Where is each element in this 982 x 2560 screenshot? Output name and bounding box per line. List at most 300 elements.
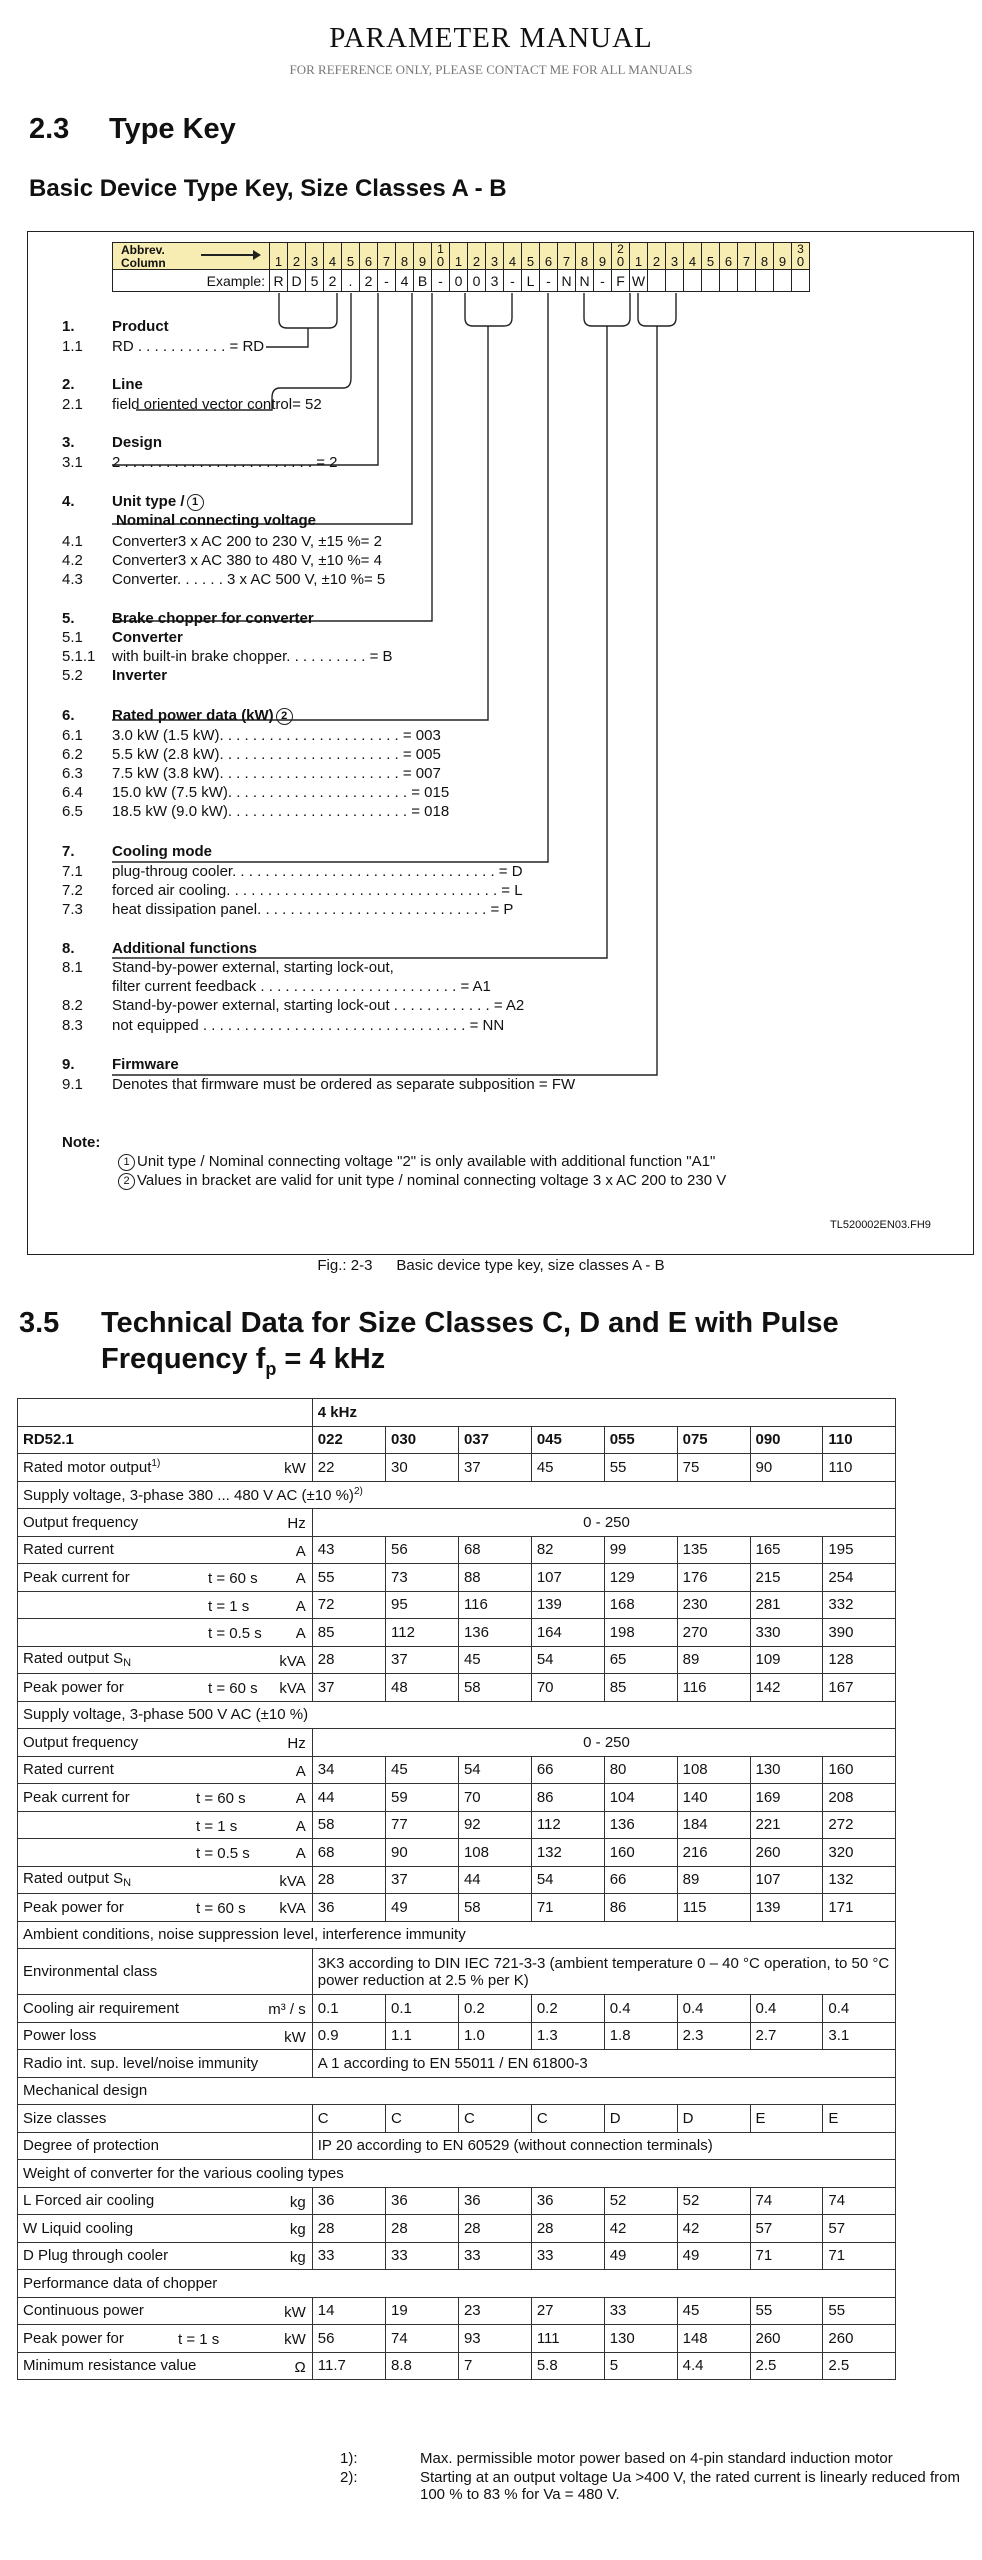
- value-cell: 168: [604, 1591, 677, 1619]
- item-8-2-text: Stand-by-power external, starting lock-out . . . . . . . . . . . . = A2: [112, 997, 525, 1014]
- value-cell: 54: [531, 1866, 604, 1894]
- value-cell: 11.7: [312, 2352, 385, 2380]
- section-number: 3.5: [19, 1307, 60, 1339]
- note-2: [116, 1172, 726, 1190]
- table-section-row: [18, 2077, 962, 2105]
- table-row: [18, 1619, 962, 1647]
- item-7-2-text: forced air cooling. . . . . . . . . . . . . . . . . . . . . . . . . . . . . . . . . = L: [112, 882, 523, 899]
- column-units: 3: [490, 254, 499, 269]
- row-unit: Hz: [287, 1735, 306, 1752]
- row-label-text: Size classes: [23, 2109, 107, 2127]
- table-row: [18, 1454, 962, 1482]
- row-condition: t = 60 s: [208, 1680, 258, 1697]
- item-8-num: 8.: [62, 940, 75, 957]
- example-char-cell: N: [558, 270, 576, 292]
- footnote-1: [340, 2450, 960, 2467]
- value-cell: 135: [677, 1536, 750, 1564]
- note-1: [116, 1153, 715, 1171]
- value-cell: 54: [458, 1756, 531, 1784]
- label-subscript: N: [123, 1657, 132, 1670]
- table-row: [18, 1866, 962, 1894]
- model-cell: 037: [458, 1426, 531, 1454]
- section-heading-text: Supply voltage, 3-phase 380 ... 480 V AC (±10 %): [23, 1486, 354, 1504]
- item-6-5-num: 6.5: [62, 803, 83, 820]
- row-label: [18, 2105, 313, 2133]
- value-cell: 320: [823, 1839, 896, 1867]
- section-heading-text: Weight of converter for the various cooling types: [23, 2164, 344, 2182]
- footnotes: [340, 2450, 960, 2505]
- value-cell: 184: [677, 1811, 750, 1839]
- value-cell: 176: [677, 1564, 750, 1592]
- circled-number-icon: 1: [187, 494, 204, 511]
- value-cell: 71: [823, 2242, 896, 2270]
- row-unit: kg: [289, 2248, 306, 2266]
- value-cell: 71: [531, 1894, 604, 1922]
- section-3-5-title: [19, 1307, 839, 1340]
- value-cell: 5.8: [531, 2352, 604, 2380]
- column-units: 4: [688, 254, 697, 269]
- table-section-row: [18, 1921, 962, 1949]
- value-cell: 48: [386, 1674, 459, 1702]
- value-cell: 36: [386, 2187, 459, 2215]
- value-cell: D: [677, 2105, 750, 2133]
- value-cell: 4.4: [677, 2352, 750, 2380]
- value-cell: 33: [386, 2242, 459, 2270]
- value-cell: 57: [823, 2215, 896, 2243]
- value-cell: 260: [750, 1839, 823, 1867]
- table-row: [18, 2022, 962, 2050]
- value-cell: 55: [823, 2297, 896, 2325]
- row-label: [18, 2297, 313, 2325]
- value-cell: 33: [604, 2297, 677, 2325]
- model-cell: 055: [604, 1426, 677, 1454]
- value-cell: 2.7: [750, 2022, 823, 2050]
- row-unit: m³ / s: [268, 2001, 306, 2018]
- value-cell: 0.9: [312, 2022, 385, 2050]
- value-cell: 86: [531, 1784, 604, 1812]
- row-label-text: Rated motor output: [23, 1459, 152, 1477]
- value-cell: 28: [312, 1866, 385, 1894]
- value-cell: 140: [677, 1784, 750, 1812]
- column-units: 2: [292, 254, 301, 269]
- model-cell: 075: [677, 1426, 750, 1454]
- value-cell: 107: [750, 1866, 823, 1894]
- item-3-1-num: 3.1: [62, 454, 83, 471]
- item-6-3-num: 6.3: [62, 765, 83, 782]
- example-char-cell: F: [612, 270, 630, 292]
- table-row: [18, 2050, 962, 2078]
- row-label: [18, 1454, 313, 1482]
- note-label: Note:: [62, 1134, 101, 1151]
- example-char-cell: B: [414, 270, 432, 292]
- section-heading: Type Key: [109, 113, 236, 145]
- row-label: [18, 2215, 313, 2243]
- value-cell: 108: [458, 1839, 531, 1867]
- table-row: [18, 1591, 962, 1619]
- value-cell: 260: [823, 2325, 896, 2353]
- value-cell: 22: [312, 1454, 385, 1482]
- row-label: [18, 1784, 313, 1812]
- item-5-title: Brake chopper for converter: [112, 610, 314, 627]
- frequency-header: 4 kHz: [312, 1399, 896, 1427]
- row-unit: kW: [284, 2303, 306, 2321]
- row-unit: kVA: [279, 1680, 306, 1697]
- value-cell: 5: [604, 2352, 677, 2380]
- row-label-text: Output frequency: [23, 1733, 139, 1751]
- example-char-cell: N: [576, 270, 594, 292]
- table-row: [18, 1674, 962, 1702]
- value-cell: 43: [312, 1536, 385, 1564]
- row-label-text: Cooling air requirement: [23, 1999, 179, 2017]
- item-9-title: Firmware: [112, 1056, 179, 1073]
- column-units: 5: [346, 254, 355, 269]
- value-cell: 330: [750, 1619, 823, 1647]
- row-unit: A: [295, 1817, 306, 1835]
- section-heading-line1: Technical Data for Size Classes C, D and E with Pulse: [101, 1307, 839, 1339]
- column-units: 8: [760, 254, 769, 269]
- item-1-1-text: RD . . . . . . . . . . . = RD: [112, 338, 265, 355]
- column-units: 5: [706, 254, 715, 269]
- column-units: 7: [742, 254, 751, 269]
- value-cell: 71: [750, 2242, 823, 2270]
- value-cell: 332: [823, 1591, 896, 1619]
- value-cell: 132: [823, 1866, 896, 1894]
- row-condition: t = 60 s: [196, 1900, 246, 1917]
- value-cell: 112: [531, 1811, 604, 1839]
- item-5-2-num: 5.2: [62, 667, 83, 684]
- item-8-3-num: 8.3: [62, 1017, 83, 1034]
- item-5-num: 5.: [62, 610, 75, 627]
- value-cell: 45: [677, 2297, 750, 2325]
- value-cell: 8.8: [386, 2352, 459, 2380]
- row-label: [18, 1839, 313, 1867]
- value-cell: 82: [531, 1536, 604, 1564]
- value-cell: 1.0: [458, 2022, 531, 2050]
- example-char-cell: 4: [396, 270, 414, 292]
- row-unit: kW: [284, 2331, 306, 2348]
- value-cell: 54: [531, 1646, 604, 1674]
- row-unit: kVA: [279, 1652, 306, 1670]
- value-cell: 2.5: [823, 2352, 896, 2380]
- value-cell: 28: [386, 2215, 459, 2243]
- section-heading-text: Performance data of chopper: [23, 2274, 218, 2292]
- column-units: 6: [364, 254, 373, 269]
- value-cell: 19: [386, 2297, 459, 2325]
- item-7-2-num: 7.2: [62, 882, 83, 899]
- row-label-text: Continuous power: [23, 2302, 144, 2320]
- table-row: [18, 2297, 962, 2325]
- value-cell: 167: [823, 1674, 896, 1702]
- value-cell: 160: [604, 1839, 677, 1867]
- section-heading-text: Supply voltage, 3-phase 500 V AC (±10 %): [23, 1706, 309, 1724]
- item-8-2-num: 8.2: [62, 997, 83, 1014]
- value-cell: 36: [312, 2187, 385, 2215]
- value-cell: 1.1: [386, 2022, 459, 2050]
- title-text: Frequency f: [101, 1343, 266, 1375]
- connector-product: [279, 293, 337, 328]
- value-cell: 30: [386, 1454, 459, 1482]
- title-subscript: p: [265, 1358, 277, 1379]
- value-cell: 86: [604, 1894, 677, 1922]
- row-unit: A: [295, 1845, 306, 1862]
- model-cell: 022: [312, 1426, 385, 1454]
- table-row: [18, 2187, 962, 2215]
- value-cell: 136: [604, 1811, 677, 1839]
- value-cell: 14: [312, 2297, 385, 2325]
- row-label-text: W Liquid cooling: [23, 2219, 134, 2237]
- row-label-text: Degree of protection: [23, 2137, 159, 2155]
- item-8-1-num: 8.1: [62, 959, 83, 976]
- item-4-3-text: Converter. . . . . . 3 x AC 500 V, ±10 %= 5: [112, 571, 386, 588]
- row-condition: t = 60 s: [208, 1570, 258, 1587]
- item-4-title2: Nominal connecting voltage: [116, 512, 317, 529]
- value-cell: 52: [604, 2187, 677, 2215]
- value-cell: 2.5: [750, 2352, 823, 2380]
- table-row: [18, 1949, 962, 1995]
- value-cell: 45: [458, 1646, 531, 1674]
- value-cell: 169: [750, 1784, 823, 1812]
- value-cell-span: A 1 according to EN 55011 / EN 61800-3: [312, 2050, 896, 2078]
- item-6-3-text: 7.5 kW (3.8 kW). . . . . . . . . . . . . . . . . . . . . . = 007: [112, 765, 441, 782]
- row-label-text: L Forced air cooling: [23, 2192, 155, 2210]
- value-cell: 1.8: [604, 2022, 677, 2050]
- table-row: [18, 1729, 962, 1757]
- label-subscript: N: [123, 1877, 132, 1890]
- value-cell: 66: [604, 1866, 677, 1894]
- row-unit: kg: [289, 2193, 306, 2211]
- row-unit: Hz: [287, 1515, 306, 1532]
- item-7-1-num: 7.1: [62, 863, 83, 880]
- table-header-row: [18, 1399, 962, 1427]
- value-cell: 33: [312, 2242, 385, 2270]
- value-cell: 281: [750, 1591, 823, 1619]
- row-label: [18, 1591, 313, 1619]
- row-unit: A: [295, 1790, 306, 1807]
- section-2-3-subtitle: Basic Device Type Key, Size Classes A - B: [29, 175, 507, 202]
- item-5-1-num: 5.1: [62, 629, 83, 646]
- example-char-cell: 5: [306, 270, 324, 292]
- value-cell: 0.4: [604, 1995, 677, 2023]
- value-cell: 57: [750, 2215, 823, 2243]
- row-label-text: Rated output S: [23, 1650, 124, 1668]
- table-row: [18, 1646, 962, 1674]
- value-cell: 230: [677, 1591, 750, 1619]
- table-section-row: [18, 2160, 962, 2188]
- value-cell: 109: [750, 1646, 823, 1674]
- value-cell: 2.3: [677, 2022, 750, 2050]
- value-cell: 37: [458, 1454, 531, 1482]
- item-2-num: 2.: [62, 376, 75, 393]
- example-char-cell: -: [594, 270, 612, 292]
- item-5-2-text: Inverter: [112, 667, 168, 684]
- column-units: 1: [634, 254, 643, 269]
- value-cell: 165: [750, 1536, 823, 1564]
- column-units: 3: [310, 254, 319, 269]
- section-heading-cell: [18, 1701, 896, 1729]
- value-cell: 34: [312, 1756, 385, 1784]
- row-label: [18, 2022, 313, 2050]
- value-cell: 88: [458, 1564, 531, 1592]
- value-cell: 49: [604, 2242, 677, 2270]
- example-char-cell: 0: [468, 270, 486, 292]
- value-cell: 92: [458, 1811, 531, 1839]
- heading-superscript: 2): [353, 1485, 363, 1497]
- example-char-cell: 3: [486, 270, 504, 292]
- item-2-1-text: field oriented vector control= 52: [112, 396, 322, 413]
- column-units: 0: [616, 254, 625, 269]
- model-cell: 045: [531, 1426, 604, 1454]
- value-cell: C: [458, 2105, 531, 2133]
- value-cell: 74: [386, 2325, 459, 2353]
- value-cell: 72: [312, 1591, 385, 1619]
- value-cell: 160: [823, 1756, 896, 1784]
- value-cell: 198: [604, 1619, 677, 1647]
- column-units: 0: [796, 254, 805, 269]
- value-cell: 390: [823, 1619, 896, 1647]
- value-cell: 108: [677, 1756, 750, 1784]
- row-label: [18, 1674, 313, 1702]
- value-cell: 129: [604, 1564, 677, 1592]
- model-cell: 090: [750, 1426, 823, 1454]
- example-label: Example:: [112, 270, 270, 292]
- value-cell: 7: [458, 2352, 531, 2380]
- value-cell: E: [823, 2105, 896, 2133]
- column-units: 6: [544, 254, 553, 269]
- value-cell: 0.4: [677, 1995, 750, 2023]
- value-cell: 45: [386, 1756, 459, 1784]
- value-cell: 116: [458, 1591, 531, 1619]
- section-heading-cell: [18, 2160, 896, 2188]
- value-cell: 28: [312, 1646, 385, 1674]
- item-3-title: Design: [112, 434, 163, 451]
- row-unit: A: [295, 1542, 306, 1560]
- column-units: 8: [400, 254, 409, 269]
- value-cell: 36: [312, 1894, 385, 1922]
- value-cell: 33: [531, 2242, 604, 2270]
- row-label: [18, 2132, 313, 2160]
- item-1-title: Product: [112, 318, 169, 335]
- value-cell: 95: [386, 1591, 459, 1619]
- value-cell: 216: [677, 1839, 750, 1867]
- row-label-text: Rated output S: [23, 1870, 124, 1888]
- value-cell: 44: [458, 1866, 531, 1894]
- figure-caption: [0, 1257, 982, 1274]
- model-cell: 030: [386, 1426, 459, 1454]
- row-label-text: Power loss: [23, 2027, 97, 2045]
- row-unit: kVA: [279, 1900, 306, 1917]
- value-cell: 116: [677, 1674, 750, 1702]
- example-char-cell: W: [630, 270, 648, 292]
- value-cell: 27: [531, 2297, 604, 2325]
- value-cell: 0.4: [823, 1995, 896, 2023]
- manual-title: PARAMETER MANUAL: [329, 22, 653, 54]
- column-units: 0: [436, 254, 445, 269]
- value-cell-span: 0 - 250: [312, 1729, 896, 1757]
- value-cell: 142: [750, 1674, 823, 1702]
- item-8-title: Additional functions: [112, 940, 257, 957]
- row-condition: t = 1 s: [208, 1597, 250, 1615]
- item-7-num: 7.: [62, 843, 75, 860]
- value-cell: 89: [677, 1866, 750, 1894]
- example-char-cell: 0: [450, 270, 468, 292]
- example-char-cell: L: [522, 270, 540, 292]
- row-label: [18, 1536, 313, 1564]
- item-1-num: 1.: [62, 318, 75, 335]
- column-tens: 1: [437, 242, 444, 256]
- value-cell: 66: [531, 1756, 604, 1784]
- value-cell: 260: [750, 2325, 823, 2353]
- table-row: [18, 1756, 962, 1784]
- value-cell: 85: [312, 1619, 385, 1647]
- value-cell: 55: [750, 2297, 823, 2325]
- example-char-cell: -: [378, 270, 396, 292]
- footnote-2: [340, 2469, 960, 2503]
- value-cell: C: [312, 2105, 385, 2133]
- caption-label: Fig.: 2-3: [317, 1257, 373, 1274]
- example-char-cell: D: [288, 270, 306, 292]
- table-row: [18, 1564, 962, 1592]
- value-cell: 68: [312, 1839, 385, 1867]
- item-4-2-num: 4.2: [62, 552, 83, 569]
- item-4-title-text: Unit type /: [112, 493, 185, 510]
- item-8-1-text-2: filter current feedback . . . . . . . . . . . . . . . . . . . . . . . . = A1: [112, 978, 491, 995]
- value-cell: 90: [386, 1839, 459, 1867]
- item-5-1-1-text: with built-in brake chopper. . . . . . . . . . = B: [112, 648, 393, 665]
- table-section-row: [18, 1701, 962, 1729]
- item-3-num: 3.: [62, 434, 75, 451]
- value-cell: 115: [677, 1894, 750, 1922]
- item-4-num: 4.: [62, 493, 75, 510]
- value-cell: 99: [604, 1536, 677, 1564]
- table-row: [18, 2242, 962, 2270]
- value-cell: 0.4: [750, 1995, 823, 2023]
- column-label: Column: [121, 256, 166, 270]
- example-char-cell: .: [342, 270, 360, 292]
- value-cell: 77: [386, 1811, 459, 1839]
- circled-number-icon: 2: [276, 708, 293, 725]
- table-row: [18, 2215, 962, 2243]
- value-cell: 139: [531, 1591, 604, 1619]
- table-row: [18, 1894, 962, 1922]
- row-label: [18, 1619, 313, 1647]
- footnote-marker: 2):: [340, 2469, 358, 2486]
- row-unit: Ω: [294, 2358, 306, 2376]
- value-cell: 107: [531, 1564, 604, 1592]
- table-row: [18, 1839, 962, 1867]
- note-1-text: Unit type / Nominal connecting voltage "2" is only available with additional function "A1": [137, 1153, 716, 1170]
- table-row: [18, 2325, 962, 2353]
- item-7-1-text: plug-throug cooler. . . . . . . . . . . . . . . . . . . . . . . . . . . . . . . . = D: [112, 863, 523, 880]
- column-units: 3: [670, 254, 679, 269]
- label-superscript: 1): [151, 1458, 161, 1470]
- value-cell: 49: [386, 1894, 459, 1922]
- item-4-title: [112, 493, 206, 511]
- section-heading-text: Ambient conditions, noise suppression level, interference immunity: [23, 1926, 466, 1944]
- row-label-text: Minimum resistance value: [23, 2357, 197, 2375]
- row-label-text: Peak power for: [23, 1678, 124, 1696]
- row-label-text: Rated current: [23, 1541, 114, 1559]
- item-6-1-text: 3.0 kW (1.5 kW). . . . . . . . . . . . . . . . . . . . . . = 003: [112, 727, 441, 744]
- column-units: 8: [580, 254, 589, 269]
- row-condition: t = 60 s: [196, 1790, 246, 1807]
- section-heading-cell: [18, 1481, 896, 1509]
- item-6-5-text: 18.5 kW (9.0 kW). . . . . . . . . . . . . . . . . . . . . . = 018: [112, 803, 450, 820]
- row-label-text: Peak current for: [23, 1568, 130, 1586]
- item-9-num: 9.: [62, 1056, 75, 1073]
- column-units: 6: [724, 254, 733, 269]
- value-cell: D: [604, 2105, 677, 2133]
- column-units: 7: [562, 254, 571, 269]
